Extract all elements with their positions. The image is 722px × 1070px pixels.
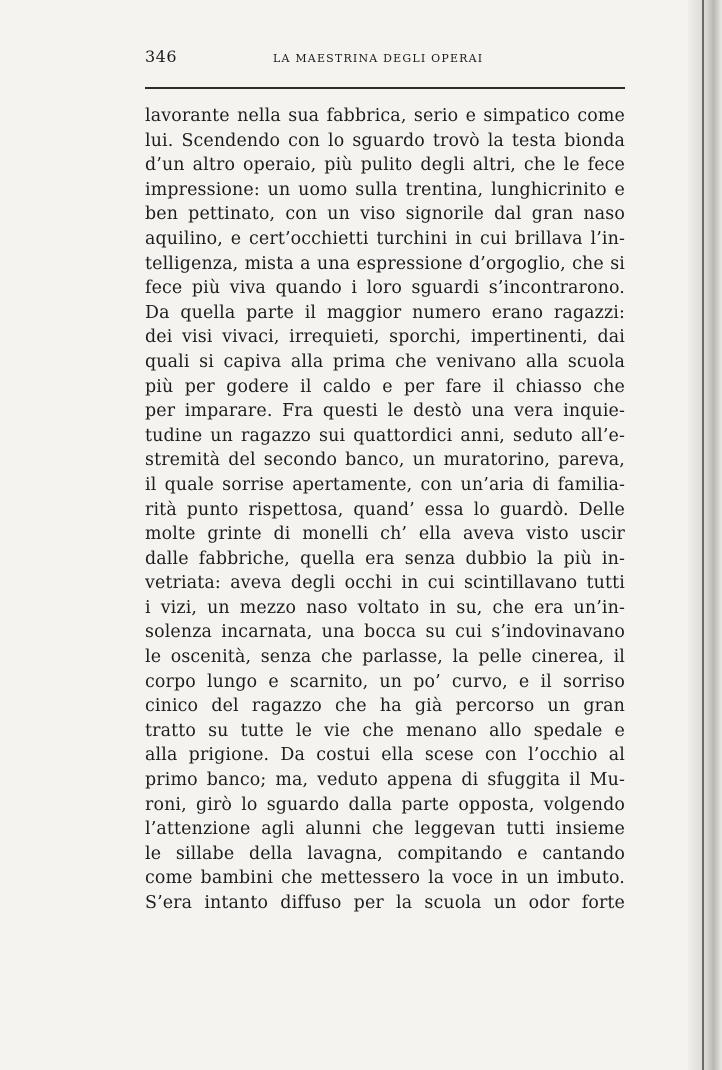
text-line: i vizi, un mezzo naso voltato in su, che era un’in-: [145, 597, 625, 618]
book-spine-shadow: [688, 0, 722, 1070]
body-text: [145, 104, 625, 916]
text-line: cinico del ragazzo che ha già percorso un gran: [145, 696, 625, 717]
text-line: corpo lungo e scarnito, un po’ curvo, e il sorriso: [145, 671, 625, 692]
header-rule: [145, 87, 625, 89]
text-line: rità punto rispettosa, quand’ essa lo guardò. Delle: [145, 499, 625, 520]
text-line: per imparare. Fra questi le destò una vera inquie-: [145, 401, 625, 422]
gutter-line: [702, 0, 704, 1070]
page-header: [145, 47, 625, 77]
text-line: aquilino, e cert’occhietti turchini in cui brillava l’in-: [145, 228, 625, 249]
text-line: stremità del secondo banco, un muratorino, pareva,: [145, 450, 625, 471]
text-line: d’un altro operaio, più pulito degli altri, che le fece: [145, 155, 625, 176]
text-line: dei visi vivaci, irrequieti, sporchi, impertinenti, dai: [145, 327, 625, 348]
text-line: le sillabe della lavagna, compitando e cantando: [145, 843, 625, 864]
text-line: le oscenità, senza che parlasse, la pelle cinerea, il: [145, 647, 625, 668]
text-line: come bambini che mettessero la voce in un imbuto.: [145, 868, 625, 889]
text-line: vetriata: aveva degli occhi in cui scintillavano tutti: [145, 573, 625, 594]
text-line: il quale sorrise apertamente, con un’aria di familia-: [145, 474, 625, 495]
text-line: solenza incarnata, una bocca su cui s’indovinavano: [145, 622, 625, 643]
text-line: lui. Scendendo con lo sguardo trovò la testa bionda: [145, 130, 625, 151]
text-line: tudine un ragazzo sui quattordici anni, seduto all’e-: [145, 425, 625, 446]
text-line: ben pettinato, con un viso signorile dal gran naso: [145, 204, 625, 225]
text-line: impressione: un uomo sulla trentina, lunghicrinito e: [145, 179, 625, 200]
text-line: fece più viva quando i loro sguardi s’incontrarono.: [145, 278, 625, 299]
text-line: quali si capiva alla prima che venivano alla scuola: [145, 351, 625, 372]
page-number: 346: [145, 47, 178, 66]
text-line: roni, girò lo sguardo dalla parte opposta, volgendo: [145, 794, 625, 815]
text-line: molte grinte di monelli ch’ ella aveva visto uscir: [145, 524, 625, 545]
text-line: più per godere il caldo e per fare il chiasso che: [145, 376, 625, 397]
text-line: dalle fabbriche, quella era senza dubbio la più in-: [145, 548, 625, 569]
running-title: LA MAESTRINA DEGLI OPERAI: [273, 52, 484, 65]
text-line: tratto su tutte le vie che menano allo spedale e: [145, 720, 625, 741]
text-line: telligenza, mista a una espressione d’orgoglio, che si: [145, 253, 625, 274]
text-line: alla prigione. Da costui ella scese con l’occhio al: [145, 745, 625, 766]
text-line: lavorante nella sua fabbrica, serio e simpatico come: [145, 106, 625, 126]
text-line: Da quella parte il maggior numero erano ragazzi:: [145, 302, 625, 323]
text-line: primo banco; ma, veduto appena di sfuggita il Mu-: [145, 770, 625, 791]
text-line: l’attenzione agli alunni che leggevan tutti insieme: [145, 819, 625, 840]
text-line: S’era intanto diffuso per la scuola un odor forte: [145, 893, 625, 913]
